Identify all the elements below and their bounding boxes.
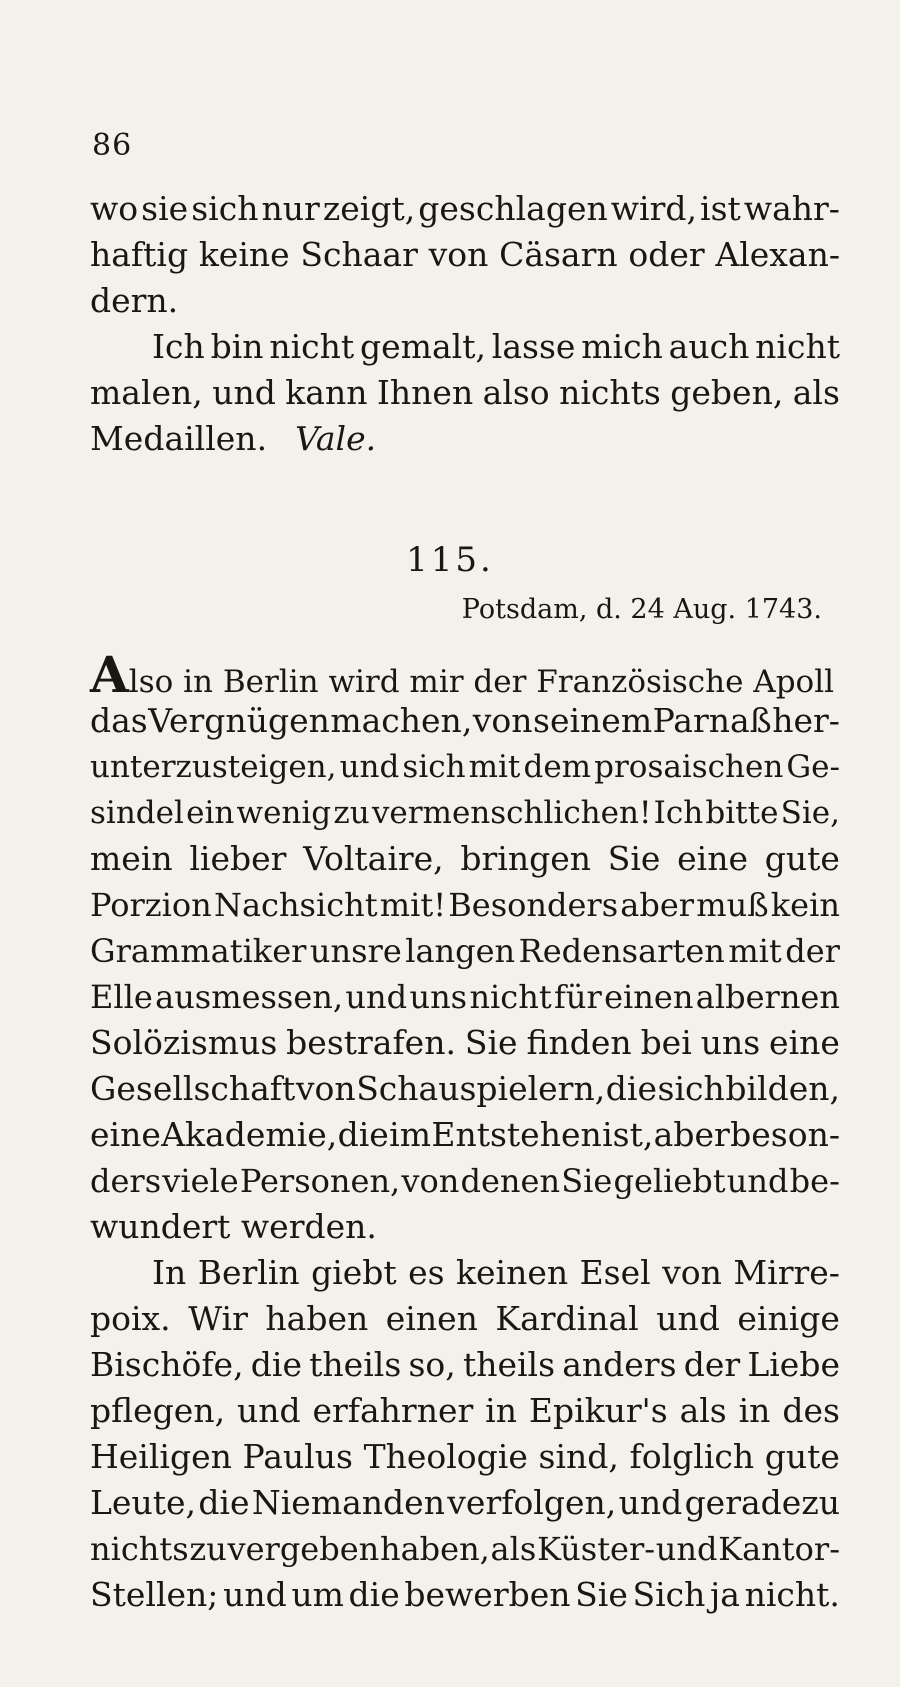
text-line: Leute, die Niemanden verfolgen, und geradezu: [90, 1483, 840, 1522]
text-line: das Vergnügen machen, von seinem Parnaß her-: [90, 701, 840, 740]
text-line: sindel ein wenig zu vermenschlichen! Ich bitte Sie,: [90, 795, 840, 831]
text-line: wundert werden.: [90, 1207, 377, 1246]
initial-letter-line: [90, 645, 835, 704]
text-line: Heiligen Paulus Theologie sind, folglich gute: [90, 1437, 840, 1476]
text-line: Ich bin nicht gemalt, lasse mich auch nicht: [152, 327, 840, 366]
text-line: Bischöfe, die theils so, theils anders der Liebe: [90, 1345, 840, 1384]
text-line: unterzusteigen, und sich mit dem prosaischen Ge-: [90, 749, 840, 785]
text-line: nichts zu vergeben haben, als Küster- und Kantor-: [90, 1530, 840, 1568]
text-line: Stellen; und um die bewerben Sie Sich ja nicht.: [90, 1575, 840, 1614]
page-number: 86: [92, 128, 133, 163]
text-line: Gesellschaft von Schauspielern, die sich bilden,: [90, 1069, 840, 1108]
text-fragment: lso in Berlin wird mir der Französische Apoll: [128, 664, 835, 700]
text-line: poix. Wir haben einen Kardinal und einige: [90, 1299, 840, 1338]
text-line: pflegen, und erfahrner in Epikur's als in des: [90, 1391, 840, 1430]
letter-number: 115.: [406, 540, 494, 580]
text-line: Solözismus bestrafen. Sie finden bei uns eine: [90, 1023, 840, 1062]
text-line: eine Akademie, die im Entstehen ist, aber beson-: [90, 1115, 840, 1154]
text-line: dern.: [90, 281, 179, 320]
text-line: haftig keine Schaar von Cäsarn oder Alexan-: [90, 235, 840, 274]
text-line-closing: [90, 416, 840, 462]
text-line: wo sie sich nur zeigt, geschlagen wird, ist wahr-: [90, 189, 840, 228]
text-fragment: Medaillen.: [90, 419, 268, 458]
text-line-first: [90, 645, 840, 704]
text-line: ders viele Personen, von denen Sie geliebt und be-: [90, 1162, 840, 1200]
text-line: Elle ausmessen, und uns nicht für einen albernen: [90, 978, 840, 1016]
text-line: Grammatiker unsre langen Redensarten mit der: [90, 932, 840, 970]
initial-letter: A: [90, 645, 129, 704]
text-line: In Berlin giebt es keinen Esel von Mirre-: [152, 1253, 840, 1292]
dateline: Potsdam, d. 24 Aug. 1743.: [461, 594, 822, 625]
text-line: Porzion Nachsicht mit! Besonders aber muß kein: [90, 886, 840, 924]
closing-salutation: Vale.: [295, 419, 377, 458]
text-block-top: [90, 186, 840, 462]
text-line: mein lieber Voltaire, bringen Sie eine gute: [90, 839, 840, 878]
text-block-letter: [90, 645, 840, 1618]
text-line: malen, und kann Ihnen also nichts geben, als: [90, 373, 840, 412]
